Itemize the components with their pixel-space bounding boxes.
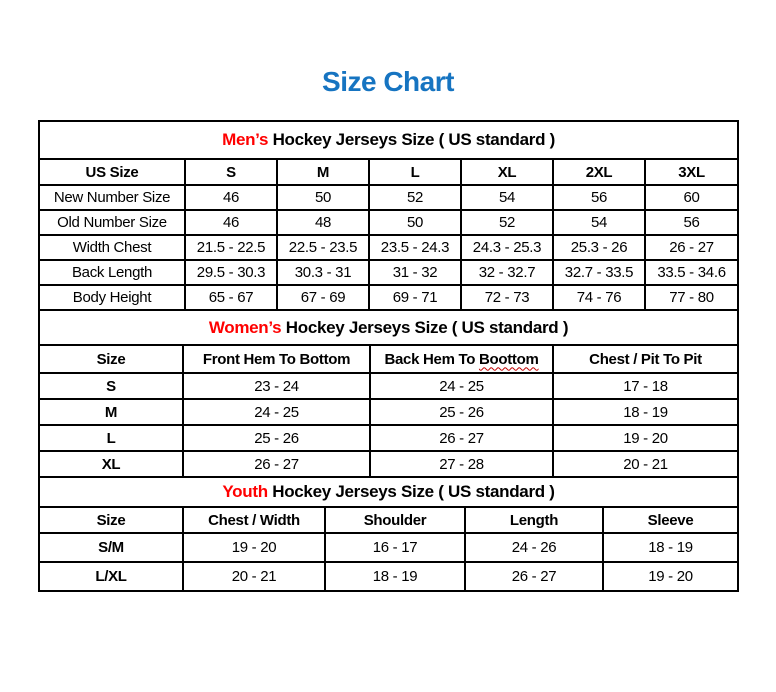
value-cell: 24 - 25 bbox=[183, 399, 370, 425]
row-label: Back Length bbox=[39, 260, 185, 285]
value-cell: 50 bbox=[369, 210, 461, 235]
table-row-old-number-size bbox=[39, 210, 738, 235]
value-cell: 77 - 80 bbox=[645, 285, 738, 310]
value-cell: 60 bbox=[645, 185, 738, 210]
size-label: S/M bbox=[39, 533, 183, 562]
value-cell: 23.5 - 24.3 bbox=[369, 235, 461, 260]
youth-col-header-shoulder: Shoulder bbox=[325, 507, 465, 533]
size-label: S bbox=[39, 373, 183, 399]
table-row-women-m bbox=[39, 399, 738, 425]
value-cell: 19 - 20 bbox=[603, 562, 738, 591]
mens-size-table bbox=[38, 120, 739, 311]
womens-section-title-rest: Hockey Jerseys Size ( US standard ) bbox=[281, 317, 569, 337]
table-row-women-s bbox=[39, 373, 738, 399]
mens-col-header-xl: XL bbox=[461, 159, 553, 185]
womens-col-header-front-hem: Front Hem To Bottom bbox=[183, 345, 370, 373]
value-cell: 18 - 19 bbox=[325, 562, 465, 591]
mens-section-title bbox=[39, 121, 738, 159]
size-label: M bbox=[39, 399, 183, 425]
table-row-youth-sm bbox=[39, 533, 738, 562]
value-cell: 18 - 19 bbox=[553, 399, 738, 425]
youth-col-header-sleeve: Sleeve bbox=[603, 507, 738, 533]
value-cell: 69 - 71 bbox=[369, 285, 461, 310]
value-cell: 24 - 26 bbox=[465, 533, 603, 562]
womens-size-table bbox=[38, 309, 739, 478]
value-cell: 19 - 20 bbox=[553, 425, 738, 451]
womens-col-header-back-hem bbox=[370, 345, 553, 373]
value-cell: 52 bbox=[369, 185, 461, 210]
size-chart-tables bbox=[38, 120, 737, 592]
value-cell: 52 bbox=[461, 210, 553, 235]
mens-col-header-l: L bbox=[369, 159, 461, 185]
row-label: New Number Size bbox=[39, 185, 185, 210]
value-cell: 29.5 - 30.3 bbox=[185, 260, 277, 285]
table-row-women-xl bbox=[39, 451, 738, 477]
value-cell: 54 bbox=[553, 210, 645, 235]
table-row-back-length bbox=[39, 260, 738, 285]
value-cell: 72 - 73 bbox=[461, 285, 553, 310]
value-cell: 26 - 27 bbox=[465, 562, 603, 591]
table-row-women-l bbox=[39, 425, 738, 451]
value-cell: 20 - 21 bbox=[553, 451, 738, 477]
value-cell: 46 bbox=[185, 210, 277, 235]
womens-section-title-highlight: Women’s bbox=[208, 317, 282, 337]
value-cell: 33.5 - 34.6 bbox=[645, 260, 738, 285]
size-label: L bbox=[39, 425, 183, 451]
value-cell: 24.3 - 25.3 bbox=[461, 235, 553, 260]
value-cell: 74 - 76 bbox=[553, 285, 645, 310]
value-cell: 26 - 27 bbox=[370, 425, 553, 451]
value-cell: 18 - 19 bbox=[603, 533, 738, 562]
value-cell: 65 - 67 bbox=[185, 285, 277, 310]
womens-header-row bbox=[39, 345, 738, 373]
value-cell: 19 - 20 bbox=[183, 533, 325, 562]
row-label: Old Number Size bbox=[39, 210, 185, 235]
table-row-new-number-size bbox=[39, 185, 738, 210]
youth-section-title-rest: Hockey Jerseys Size ( US standard ) bbox=[267, 482, 555, 501]
value-cell: 54 bbox=[461, 185, 553, 210]
youth-section-title-highlight: Youth bbox=[222, 482, 268, 501]
back-hem-prefix: Back Hem To bbox=[384, 350, 479, 368]
womens-col-header-size: Size bbox=[39, 345, 183, 373]
value-cell: 67 - 69 bbox=[277, 285, 369, 310]
value-cell: 32 - 32.7 bbox=[461, 260, 553, 285]
mens-col-header-s: S bbox=[185, 159, 277, 185]
value-cell: 48 bbox=[277, 210, 369, 235]
back-hem-misspelled-word: Boottom bbox=[478, 350, 539, 368]
youth-header-row bbox=[39, 507, 738, 533]
size-label: XL bbox=[39, 451, 183, 477]
page-title: Size Chart bbox=[322, 66, 454, 97]
mens-col-header-2xl: 2XL bbox=[553, 159, 645, 185]
value-cell: 31 - 32 bbox=[369, 260, 461, 285]
youth-col-header-chest: Chest / Width bbox=[183, 507, 325, 533]
size-label: L/XL bbox=[39, 562, 183, 591]
mens-section-band-row bbox=[39, 121, 738, 159]
value-cell: 24 - 25 bbox=[370, 373, 553, 399]
value-cell: 32.7 - 33.5 bbox=[553, 260, 645, 285]
value-cell: 22.5 - 23.5 bbox=[277, 235, 369, 260]
womens-section-title bbox=[39, 310, 738, 345]
youth-section-title bbox=[39, 477, 738, 507]
row-label: Body Height bbox=[39, 285, 185, 310]
value-cell: 26 - 27 bbox=[183, 451, 370, 477]
mens-section-title-highlight: Men’s bbox=[222, 130, 269, 149]
table-row-width-chest bbox=[39, 235, 738, 260]
value-cell: 50 bbox=[277, 185, 369, 210]
value-cell: 25 - 26 bbox=[183, 425, 370, 451]
value-cell: 26 - 27 bbox=[645, 235, 738, 260]
value-cell: 56 bbox=[645, 210, 738, 235]
mens-col-header-3xl: 3XL bbox=[645, 159, 738, 185]
value-cell: 17 - 18 bbox=[553, 373, 738, 399]
value-cell: 21.5 - 22.5 bbox=[185, 235, 277, 260]
value-cell: 16 - 17 bbox=[325, 533, 465, 562]
value-cell: 27 - 28 bbox=[370, 451, 553, 477]
youth-col-header-size: Size bbox=[39, 507, 183, 533]
value-cell: 30.3 - 31 bbox=[277, 260, 369, 285]
value-cell: 23 - 24 bbox=[183, 373, 370, 399]
womens-section-band-row bbox=[39, 310, 738, 345]
mens-col-header-m: M bbox=[277, 159, 369, 185]
value-cell: 46 bbox=[185, 185, 277, 210]
youth-col-header-length: Length bbox=[465, 507, 603, 533]
value-cell: 20 - 21 bbox=[183, 562, 325, 591]
value-cell: 25 - 26 bbox=[370, 399, 553, 425]
youth-size-table bbox=[38, 476, 739, 592]
value-cell: 25.3 - 26 bbox=[553, 235, 645, 260]
youth-section-band-row bbox=[39, 477, 738, 507]
mens-col-header-us-size: US Size bbox=[39, 159, 185, 185]
table-row-body-height bbox=[39, 285, 738, 310]
table-row-youth-lxl bbox=[39, 562, 738, 591]
value-cell: 56 bbox=[553, 185, 645, 210]
mens-header-row bbox=[39, 159, 738, 185]
mens-section-title-rest: Hockey Jerseys Size ( US standard ) bbox=[268, 130, 555, 149]
row-label: Width Chest bbox=[39, 235, 185, 260]
womens-col-header-chest-pit: Chest / Pit To Pit bbox=[553, 345, 738, 373]
